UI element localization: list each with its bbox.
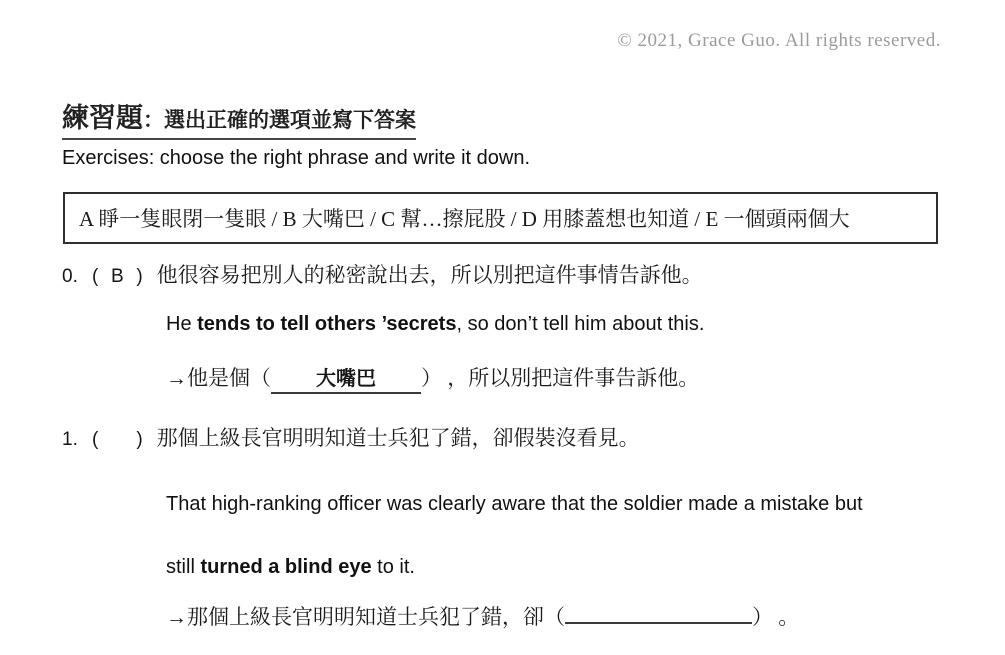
question-0-close-paren: ) bbox=[136, 266, 143, 287]
question-1-open-paren: ( bbox=[92, 429, 99, 450]
question-0-english-post: , so don’t tell him about this. bbox=[456, 313, 705, 335]
question-0-number: 0. bbox=[62, 266, 78, 287]
question-1-rewrite-open-paren: （ bbox=[544, 605, 565, 629]
question-0-answer-letter: B bbox=[110, 266, 124, 287]
question-1-prompt: 那個上級長官明明知道士兵犯了錯，卻假裝沒看見。 bbox=[156, 426, 640, 450]
question-0-english-pre: He bbox=[166, 313, 198, 335]
exercise-title bbox=[62, 96, 416, 140]
question-0-english bbox=[166, 313, 704, 336]
question-1-english-line2 bbox=[166, 556, 415, 579]
exercise-subtitle: Exercises: choose the right phrase and write it down. bbox=[62, 147, 531, 169]
answer-options-text: A 睜一隻眼閉一隻眼 / B 大嘴巴 / C 幫…擦屁股 / D 用膝蓋想也知道 / E 一個頭兩個大 bbox=[79, 207, 850, 231]
question-1-rewrite-close-paren: ） bbox=[752, 605, 773, 629]
answer-options-box bbox=[63, 192, 938, 244]
question-1-number: 1. bbox=[62, 429, 78, 450]
question-0-open-paren: ( bbox=[92, 266, 99, 287]
question-0-rewrite-post: ，所以別把這件事告訴他。 bbox=[442, 366, 700, 390]
question-0-prompt: 他很容易把別人的秘密說出去，所以別把這件事情告訴他。 bbox=[156, 263, 703, 287]
question-1-header bbox=[62, 422, 640, 452]
question-1-rewrite-pre: →那個上級長官明明知道士兵犯了錯，卻 bbox=[166, 605, 544, 629]
question-1-english-line2-pre: still bbox=[166, 556, 201, 578]
exercise-title-sub: ：選出正確的選項並寫下答案 bbox=[143, 108, 416, 132]
question-1-english-line2-post: to it. bbox=[371, 556, 415, 578]
question-0-rewrite-open-paren: （ bbox=[250, 366, 271, 390]
question-0-header bbox=[62, 259, 703, 289]
question-0-answer-blank: 大嘴巴 bbox=[271, 368, 421, 394]
question-1-english-line1-text: That high-ranking officer was clearly aware that the soldier made a mistake but bbox=[166, 493, 863, 515]
question-0-rewrite-close-paren: ） bbox=[421, 366, 442, 390]
question-1-close-paren: ) bbox=[136, 429, 143, 450]
question-1-english-bold-phrase: turned a blind eye bbox=[200, 556, 372, 578]
question-0-english-bold-phrase: tends to tell others ’secrets bbox=[197, 313, 457, 335]
question-0-rewrite-pre: →他是個 bbox=[166, 366, 250, 390]
question-1-rewrite-post: 。 bbox=[773, 605, 800, 629]
question-0-rewrite-line bbox=[166, 362, 699, 394]
question-1-english-line1 bbox=[166, 493, 863, 516]
question-1-rewrite-line bbox=[166, 601, 799, 631]
copyright-text: © 2021, Grace Guo. All rights reserved. bbox=[617, 30, 941, 51]
question-1-answer-blank bbox=[565, 620, 752, 624]
exercise-title-main: 練習題 bbox=[62, 103, 143, 133]
